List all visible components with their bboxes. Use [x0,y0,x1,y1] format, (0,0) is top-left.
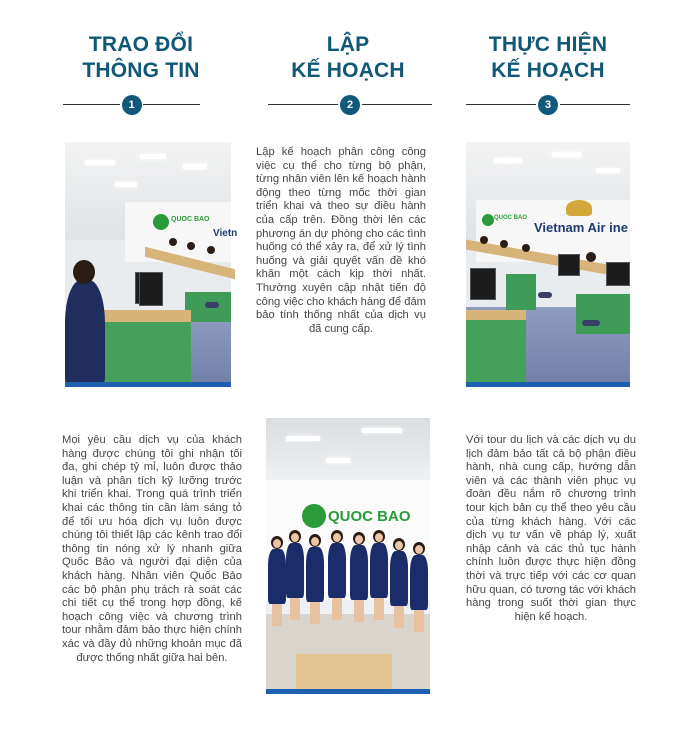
staff-head [187,242,195,250]
execute-paragraph: Với tour du lịch và các dịch vụ du lịch đảm bảo tất cả bộ phận điều hành, nhà cung cấp, hướng dẫn viên và các thành viên phục vụ đoàn đều nắm rõ chương trình tour kịch bản cụ thể theo yêu cầu của từng khách hàng. Với các dịch vụ tư vấn về pháp lý, xuất nhập cảnh và các thủ tục hành chính luôn được thực hiện đồng thời và trực tiếp với các cơ quan hữu quan, có tương tác với khách hàng trong suốt thời gian thực hiện kế hoạch. [466,434,636,623]
divider-line [466,104,536,105]
step-divider-1 [63,95,200,115]
divider-line [268,104,338,105]
ceiling-light [552,152,582,157]
staff-head [73,260,95,284]
step-divider-3 [466,95,630,115]
office-photo-1 [65,142,238,387]
photo-bottom-stripe [466,382,630,387]
quoc-bao-logo-text: QUOC BAO [494,215,527,221]
photo-bottom-stripe [65,382,231,387]
front-desk [101,310,191,322]
ceiling-light [115,182,137,187]
vietnam-airlines-sign: Vietn [213,228,238,239]
monitor [606,262,630,286]
office-photo-3 [466,142,630,387]
staff-head [207,246,215,254]
quoc-bao-logo-text: QUOC BAO [171,216,210,223]
ceiling-light [596,168,620,173]
plan-paragraph: Lập kế hoạch phân công công việc cụ thể cho từng bộ phận, từng nhân viên lên kế hoạch hành động theo từng mốc thời gian triển khai và theo sự điều hành của cấp trên. Đồng thời lên các phương án dự phòng cho các tình huống có thể xảy ra, để xử lý tình huống và giải quyết vấn đề khó khăn một cách kịp thời nhất. Thường xuyên cập nhật tiến độ công việc cho khách hàng để đảm bảo tính thống nhất của dịch vụ đã cung cấp. [256,146,426,335]
desk-front [576,294,630,334]
team-photo [266,418,430,694]
lotus-logo-icon [566,200,592,216]
quoc-bao-logo-icon [153,214,169,230]
staff-person [65,280,105,387]
staff-head [480,236,488,244]
ceiling-light [85,160,115,165]
step-number-badge: 1 [122,95,142,115]
staff-head [500,240,508,248]
ceiling-light [140,154,166,159]
divider-line [362,104,432,105]
quoc-bao-logo-icon [482,214,494,226]
monitor [139,272,163,306]
divider-line [560,104,630,105]
counter [296,654,392,694]
front-desk-panel [466,320,526,382]
ceiling-light [183,164,207,169]
ceiling-light [494,158,522,163]
ceiling [266,418,430,478]
vietnam-airlines-sign: Vietnam Air ine [534,220,628,235]
ceiling-light [326,458,350,463]
quoc-bao-logo-text: QUOC BAO [328,508,411,525]
photo-bottom-stripe [266,689,430,694]
staff-head [169,238,177,246]
step-number-badge: 2 [340,95,360,115]
stool [582,320,600,326]
staff-head [586,252,596,262]
exchange-paragraph: Mọi yêu cầu dịch vụ của khách hàng được chúng tôi ghi nhận tối đa, ghi chép tỷ mỉ, luôn được thảo luận và phân tích kỹ lưỡng trước khi triển khai. Trong quá trình triển khai các thông tin cần làm sáng tỏ để tối ưu hóa dịch vụ luôn được chúng tôi thiết lập các kênh trao đổi thông tin nóng xử lý nhanh giữa Quốc Bảo và người đại diện của khách hàng. Nhân viên Quốc Bảo các bộ phận phụ trách rà soát các chi tiết cụ thể trong hợp đồng, kế hoạch công việc và chương trình tour nhằm đảm bảo thực hiện chính xác và đầy đủ những khoản mục đã được thống nhất giữa hai bên. [62,434,242,664]
section-title-execute: THỰC HIỆN KẾ HOẠCH [488,33,608,82]
section-title-exchange: TRAO ĐỔI THÔNG TIN [82,33,200,82]
monitor [558,254,580,276]
staff-head [522,244,530,252]
stool [538,292,552,298]
front-desk-panel [101,322,191,382]
stool [205,302,219,308]
divider-line [143,104,200,105]
monitor [470,268,496,300]
ceiling-light [362,428,402,433]
section-title-plan: LẬP KẾ HOẠCH [291,33,405,82]
step-divider-2 [268,95,432,115]
divider-line [63,104,120,105]
desk-front [506,274,536,310]
front-desk [466,310,526,320]
step-number-badge: 3 [538,95,558,115]
ceiling-light [286,436,320,441]
quoc-bao-logo-icon [302,504,326,528]
